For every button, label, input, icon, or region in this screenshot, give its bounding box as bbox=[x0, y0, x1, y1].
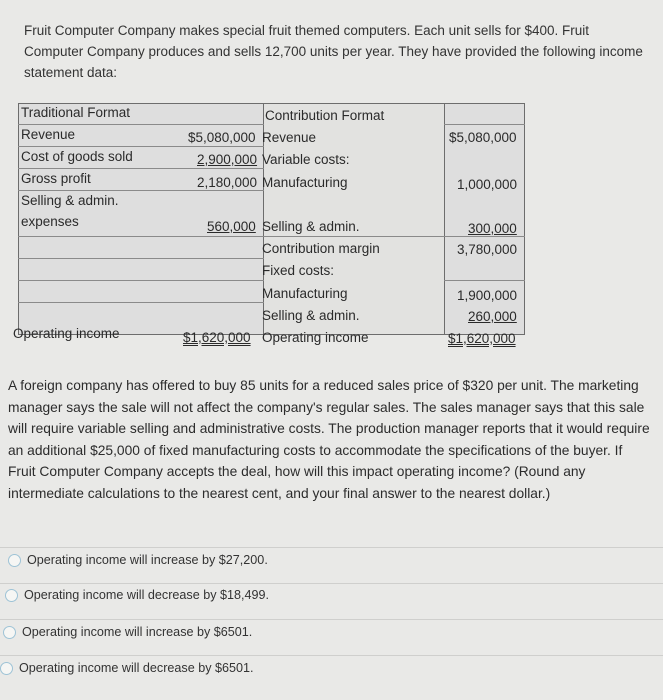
cont-fixed-sga-label: Selling & admin. bbox=[262, 308, 360, 323]
trad-revenue-value: $5,080,000 bbox=[188, 130, 256, 145]
cont-op-label: Operating income bbox=[262, 330, 369, 345]
cont-fixed-sga-value: 260,000 bbox=[468, 309, 517, 324]
cont-sga-label: Selling & admin. bbox=[262, 219, 360, 234]
answer-option[interactable] bbox=[5, 588, 269, 602]
trad-op-value: $1,620,000 bbox=[183, 330, 251, 345]
cont-fixed-mfg-label: Manufacturing bbox=[262, 286, 348, 301]
radio-icon[interactable] bbox=[5, 589, 18, 602]
answer-option-label: Operating income will decrease by $6501. bbox=[19, 661, 254, 675]
cont-revenue-value: $5,080,000 bbox=[449, 130, 517, 145]
problem-text: A foreign company has offered to buy 85 units for a reduced sales price of $320 per unit. The marketing manager says the sale will not affect the company's regular sales. The sales manager says that this sale will require variable selling and administrative costs. The production manager reports that it would require an additional $25,000 of fixed manufacturing costs to accommodate the specifications of the buyer. If Fruit Computer Company accepts the deal, how will this impact operating income? (Round any intermediate calculations to the nearest cent, and your final answer to the nearest dollar.) bbox=[8, 378, 650, 501]
answer-option[interactable] bbox=[0, 661, 254, 675]
answer-option[interactable] bbox=[3, 625, 252, 639]
cont-cm-value: 3,780,000 bbox=[457, 242, 518, 257]
answer-option-label: Operating income will decrease by $18,499. bbox=[24, 588, 270, 602]
radio-icon[interactable] bbox=[0, 662, 13, 675]
cont-sga-value: 300,000 bbox=[468, 221, 517, 236]
trad-cogs-value: 2,900,000 bbox=[197, 152, 258, 167]
trad-revenue-label: Revenue bbox=[21, 127, 76, 142]
trad-sga-label: Selling & admin. bbox=[21, 193, 119, 208]
radio-icon[interactable] bbox=[8, 554, 21, 567]
answer-option-label: Operating income will increase by $6501. bbox=[22, 625, 253, 639]
cont-cm-label: Contribution margin bbox=[262, 241, 380, 256]
trad-cogs-label: Cost of goods sold bbox=[21, 149, 133, 164]
cont-op-value: $1,620,000 bbox=[448, 331, 516, 346]
cont-revenue-label: Revenue bbox=[262, 130, 317, 145]
trad-sga-label-2: expenses bbox=[21, 214, 79, 229]
contribution-header: Contribution Format bbox=[265, 108, 385, 123]
cont-manufacturing-label: Manufacturing bbox=[262, 175, 348, 190]
trad-op-label: Operating income bbox=[13, 326, 120, 341]
answer-option[interactable] bbox=[8, 553, 268, 567]
trad-gross-label: Gross profit bbox=[21, 171, 91, 186]
answer-option-label: Operating income will increase by $27,200. bbox=[27, 553, 268, 567]
cont-manufacturing-value: 1,000,000 bbox=[457, 177, 518, 192]
cont-variable-label: Variable costs: bbox=[262, 152, 350, 167]
traditional-header: Traditional Format bbox=[21, 105, 131, 120]
cont-fixed-mfg-value: 1,900,000 bbox=[457, 288, 518, 303]
radio-icon[interactable] bbox=[3, 626, 16, 639]
question-intro: Fruit Computer Company makes special fruit themed computers. Each unit sells for $400. Fruit Computer Company produces and sells 12,700 units per year. They have provided the following income statement data: bbox=[24, 23, 643, 80]
trad-sga-value: 560,000 bbox=[207, 219, 256, 234]
trad-gross-value: 2,180,000 bbox=[197, 175, 258, 190]
cont-fixed-label: Fixed costs: bbox=[262, 263, 335, 278]
